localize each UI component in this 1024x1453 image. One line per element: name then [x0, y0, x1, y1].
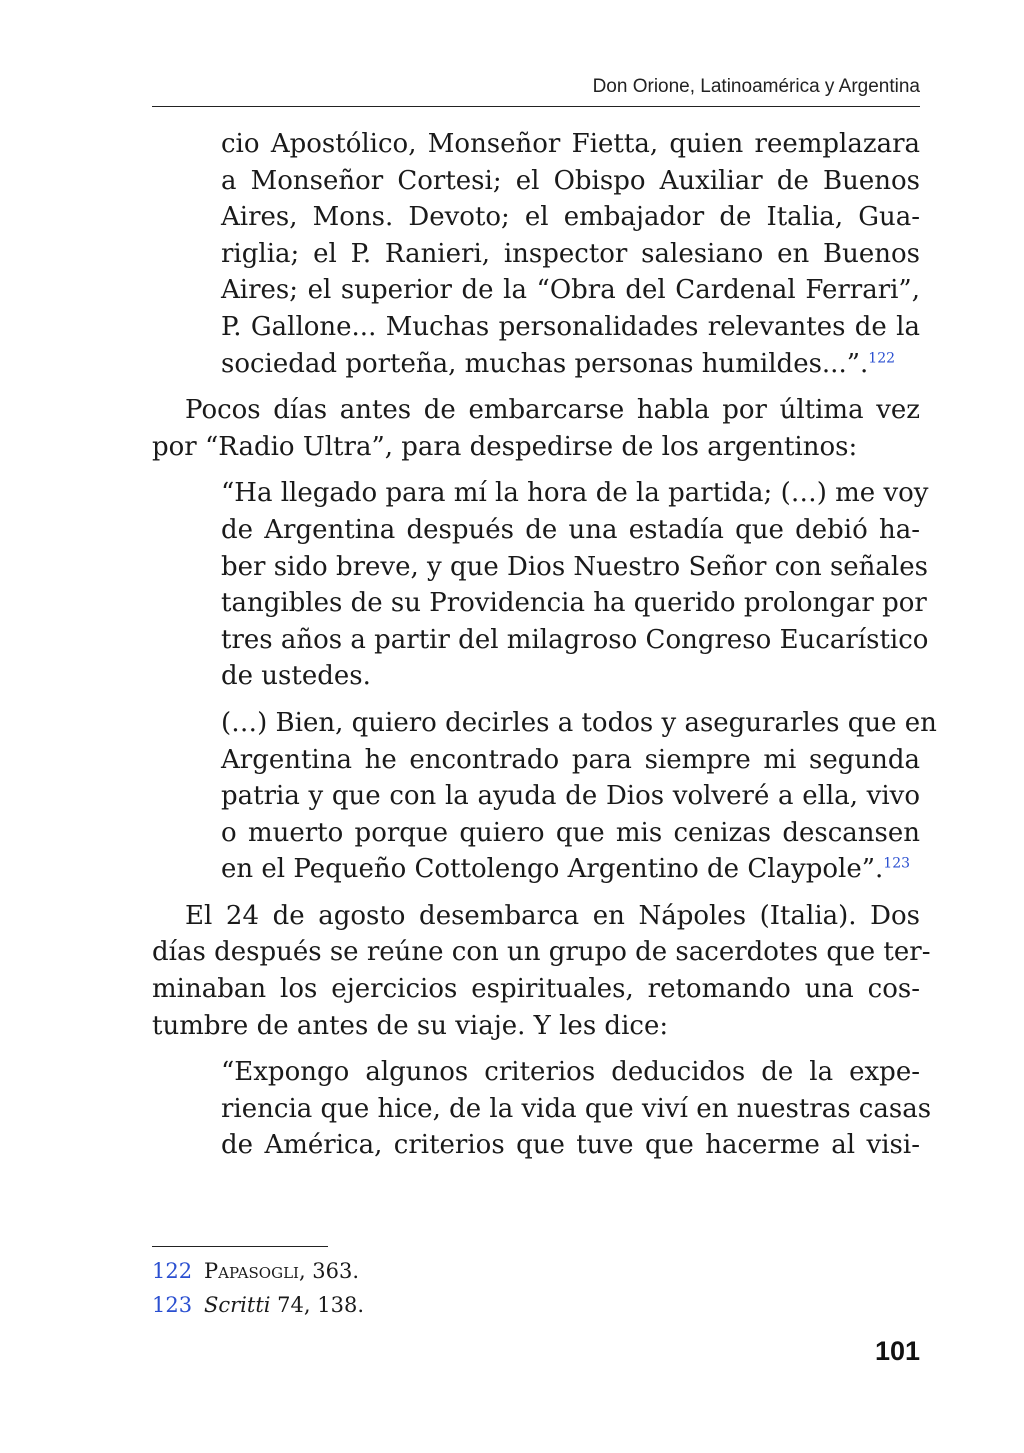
text-line: patria y que con la ayuda de Dios volveré a ella, vivo: [221, 781, 920, 812]
text-line: tres años a partir del milagroso Congreso Eucarístico: [221, 624, 929, 655]
text-line: en el Pequeño Cottolengo Argentino de Claypole”.$^{123}$: [221, 854, 911, 885]
footnote-ref-122[interactable]: 122: [868, 349, 896, 366]
text-line: cio Apostólico, Monseñor Fietta, quien reemplazara: [221, 129, 920, 159]
footnote-work: Scritti: [204, 1293, 271, 1317]
footnotes: [152, 1254, 920, 1322]
footnote-122: [152, 1254, 920, 1288]
footnote-123: [152, 1288, 920, 1322]
text-line: “Ha llegado para mí la hora de la partida; (…) me voy: [221, 478, 929, 509]
footnote-text: , 363.: [298, 1259, 360, 1283]
text-line: riglia; el P. Ranieri, inspector salesiano en Buenos: [221, 238, 920, 269]
text-line: de ustedes.: [221, 661, 371, 692]
block-quote-1: [221, 126, 920, 382]
text-line: o muerto porque quiero que mis cenizas descansen: [221, 817, 920, 848]
footnote-text: 74, 138.: [270, 1293, 365, 1317]
block-quote-2: [221, 475, 929, 695]
text-line: a Monseñor Cortesi; el Obispo Auxiliar de Buenos: [221, 165, 920, 196]
page-number: 101: [874, 1336, 920, 1366]
text-line: “Expongo algunos criterios deducidos de la expe-: [221, 1057, 920, 1088]
text-line: minaban los ejercicios espirituales, retomando una cos-: [152, 974, 920, 1005]
block-quote-4: [221, 1054, 932, 1164]
text-line: ber sido breve, y que Dios Nuestro Señor con señales: [221, 551, 928, 582]
text-line: Aires, Mons. Devoto; el embajador de Italia, Gua-: [221, 202, 920, 233]
text-line: de América, criterios que tuve que hacerme al visi-: [221, 1130, 920, 1161]
paragraph-1: [152, 392, 920, 465]
footnote-number[interactable]: 123: [152, 1293, 193, 1317]
footnote-number[interactable]: 122: [152, 1259, 193, 1283]
text-line: (…) Bien, quiero decirles a todos y asegurarles que en: [221, 707, 937, 738]
text-line: de Argentina después de una estadía que debió ha-: [221, 514, 920, 545]
text-line: días después se reúne con un grupo de sacerdotes que ter-: [152, 937, 931, 968]
text-line: tangibles de su Providencia ha querido prolongar por: [221, 588, 927, 619]
text-line: Argentina he encontrado para siempre mi segunda: [221, 744, 920, 775]
block-quote-3: [221, 705, 937, 888]
footnote-rule: [152, 1246, 328, 1247]
paragraph-2: [152, 898, 931, 1044]
text-line: Pocos días antes de embarcarse habla por última vez: [185, 395, 920, 426]
running-header: Don Orione, Latinoamérica y Argentina: [592, 76, 920, 97]
footnote-ref-123[interactable]: 123: [883, 855, 911, 872]
text-line: El 24 de agosto desembarca en Nápoles (Italia). Dos: [185, 900, 920, 931]
text-line: P. Gallone... Muchas personalidades relevantes de la: [221, 311, 920, 342]
text-line: sociedad porteña, muchas personas humildes...”.$^{122}$: [221, 348, 896, 379]
header-rule: [152, 106, 920, 107]
body-text: [152, 126, 937, 1164]
text-line: riencia que hice, de la vida que viví en nuestras casas: [221, 1093, 932, 1124]
text-line: tumbre de antes de su viaje. Y les dice:: [152, 1010, 669, 1041]
text-line: Aires; el superior de la “Obra del Cardenal Ferrari”,: [221, 275, 920, 306]
footnote-author: Papasogli: [204, 1259, 299, 1283]
text-line: por “Radio Ultra”, para despedirse de los argentinos:: [152, 431, 858, 462]
